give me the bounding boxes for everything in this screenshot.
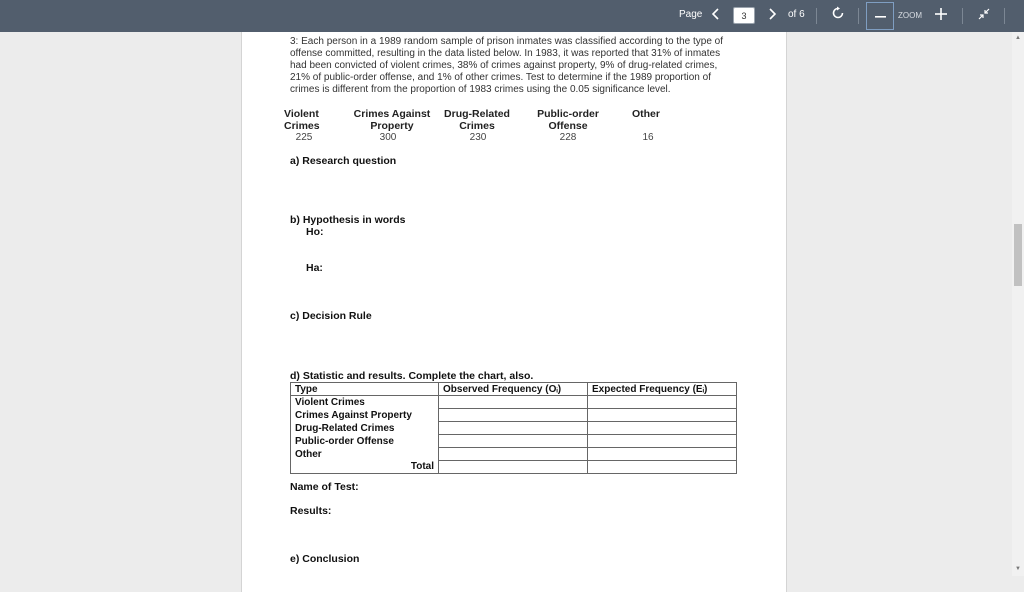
expected-cell[interactable] [588,422,737,435]
question-line: 21% of public-order offense, and 1% of other crimes. Test to determine if the 1989 proportion of [290,72,711,83]
scroll-up-icon[interactable]: ▲ [1015,35,1021,41]
zoom-in-icon[interactable] [933,6,949,24]
pdf-toolbar [0,0,1024,32]
research-question-heading: a) Research question [290,155,397,167]
value-other: 16 [642,132,654,143]
column-header-type: Type [291,383,439,396]
hypothesis-heading: b) Hypothesis in words [290,214,406,226]
header-drug-related-crimes: Drug-Related Crimes [444,108,510,132]
toolbar-divider [1004,8,1005,24]
statistic-heading: d) Statistic and results. Complete the chart, also. [290,370,534,382]
page-number-input[interactable]: 3 [733,7,755,24]
row-label: Other [291,448,439,461]
conclusion-heading: e) Conclusion [290,553,360,565]
null-hypothesis-label: Ho: [306,226,324,238]
expected-cell[interactable] [588,396,737,409]
table-row [291,396,737,409]
question-line: 3: Each person in a 1989 random sample of prison inmates was classified according to the type of [290,36,724,47]
observed-cell[interactable] [439,448,588,461]
expected-cell[interactable] [588,435,737,448]
question-text [290,36,760,96]
value-public-order-offense: 228 [559,132,577,143]
observed-total-cell[interactable] [439,461,588,474]
rotate-icon[interactable] [830,6,846,24]
chevron-left-icon[interactable] [710,6,722,24]
total-label: Total [291,461,439,474]
frequency-table [290,382,737,474]
column-header-observed: Observed Frequency (Oᵢ) [439,383,588,396]
expected-cell[interactable] [588,448,737,461]
header-crimes-against-property: Crimes Against Property [353,108,431,132]
header-public-order-offense: Public-order Offense [537,108,599,132]
collapse-icon[interactable] [976,6,992,24]
toolbar-divider [962,8,963,24]
name-of-test-label: Name of Test: [290,481,359,493]
value-drug-related-crimes: 230 [469,132,487,143]
observed-cell[interactable] [439,409,588,422]
page-label: Page [679,9,703,20]
row-label: Violent Crimes [291,396,439,409]
observed-cell[interactable] [439,396,588,409]
decision-rule-heading: c) Decision Rule [290,310,372,322]
zoom-out-button[interactable] [866,2,894,30]
scroll-down-icon[interactable]: ▼ [1015,566,1021,572]
question-line: crimes is different from the proportion of 1983 crimes using the 0.05 significance level. [290,84,671,95]
alternative-hypothesis-label: Ha: [306,262,323,274]
toolbar-divider [816,8,817,24]
table-row [291,422,737,435]
table-row [291,409,737,422]
question-line: had been convicted of violent crimes, 38% of crimes against property, 9% of drug-related crimes, [290,60,718,71]
page-count: of 6 [788,9,805,20]
value-crimes-against-property: 300 [379,132,397,143]
row-label: Crimes Against Property [291,409,439,422]
observed-cell[interactable] [439,422,588,435]
header-other: Other [631,108,660,120]
expected-total-cell[interactable] [588,461,737,474]
expected-cell[interactable] [588,409,737,422]
zoom-label: ZOOM [898,11,922,20]
question-line: offense committed, resulting in the data listed below. In 1983, it was reported that 31% of inmates [290,48,721,59]
row-label: Public-order Offense [291,435,439,448]
document-page [241,32,787,592]
vertical-scrollbar[interactable] [1012,32,1024,576]
table-row [291,448,737,461]
value-violent-crimes: 225 [295,132,313,143]
table-row [291,435,737,448]
toolbar-divider [858,8,859,24]
results-label: Results: [290,505,332,517]
chevron-right-icon[interactable] [766,6,778,24]
header-violent-crimes: Violent Crimes [284,108,320,132]
observed-cell[interactable] [439,435,588,448]
scrollbar-thumb[interactable] [1014,224,1022,286]
column-header-expected: Expected Frequency (Eᵢ) [588,383,737,396]
row-label: Drug-Related Crimes [291,422,439,435]
table-header-row [291,383,737,396]
total-row [291,461,737,474]
